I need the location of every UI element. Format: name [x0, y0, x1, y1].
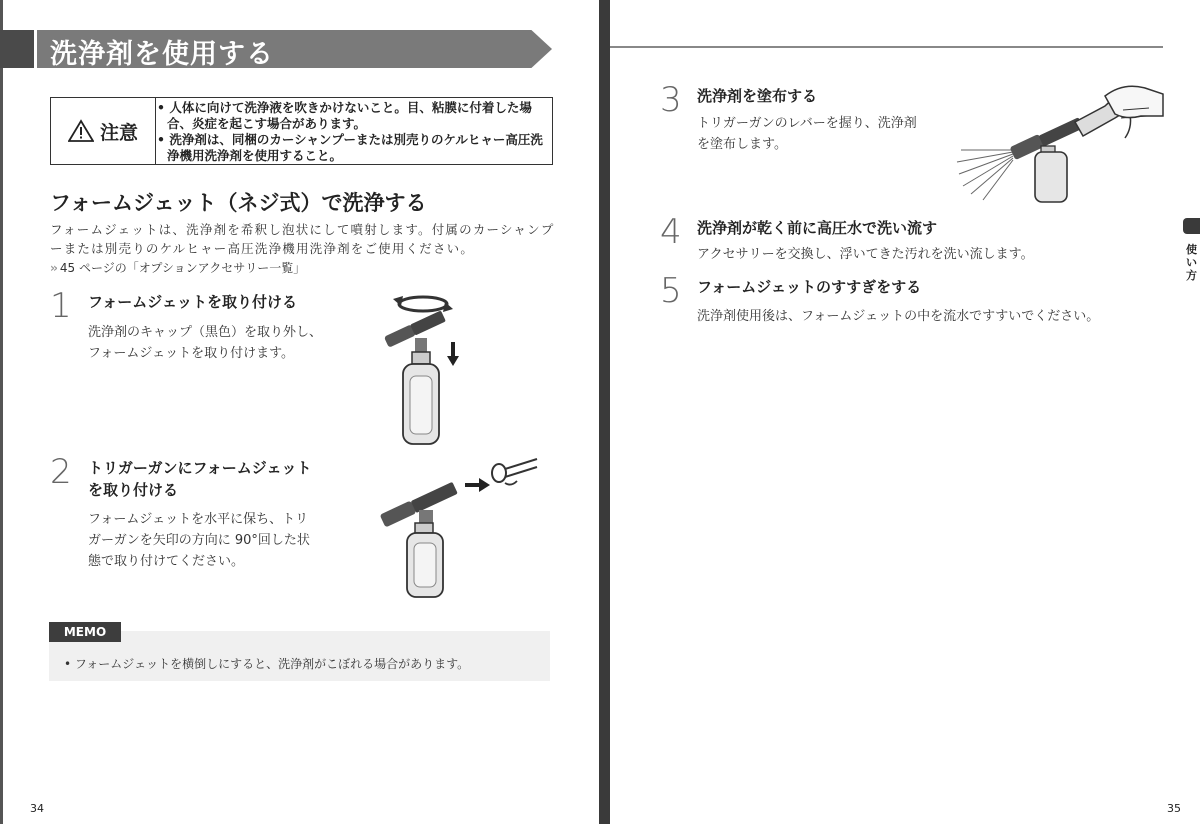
- step-text: トリガーガンのレバーを握り、洗浄剤を塗布します。: [697, 116, 917, 152]
- step-text: フォームジェットを水平に保ち、トリガーガンを矢印の方向に 90°回した状態で取り付けてください。: [88, 512, 310, 569]
- memo-text: • フォームジェットを横倒しにすると、洗浄剤がこぼれる場合があります。: [64, 657, 470, 671]
- page-spine: [599, 0, 610, 824]
- detergent-bottle: [1035, 146, 1067, 202]
- page-number-right: 35: [1167, 802, 1181, 815]
- memo-tag: MEMO: [49, 622, 121, 642]
- caution-label-cell: [51, 98, 156, 164]
- page-reference-text: 45 ページの「オプションアクセサリー一覧」: [59, 261, 306, 275]
- step-number: 3: [660, 80, 682, 120]
- step-title: 洗浄剤を塗布する: [697, 87, 818, 105]
- warning-triangle-icon: [68, 119, 94, 143]
- caution-item-text: 人体に向けて洗浄液を吹きかけないこと。目、粘膜に付着した場合、炎症を起こす場合があります。: [167, 100, 532, 131]
- step-number: 2: [50, 452, 72, 492]
- step-text: 洗浄剤のキャップ（黒色）を取り外し、フォームジェットを取り付けます。: [88, 325, 323, 361]
- header-accent: [0, 30, 34, 68]
- page-title: 洗浄剤を使用する: [50, 39, 274, 70]
- step1-illustration: [375, 290, 475, 450]
- foam-jet-nozzle: [384, 310, 446, 352]
- page-reference[interactable]: [50, 259, 305, 276]
- step-title: 洗浄剤が乾く前に高圧水で洗い流す: [697, 219, 938, 237]
- rotate-arrow-icon: [393, 296, 453, 312]
- double-chevron-icon: ››: [50, 261, 56, 275]
- caution-box: [50, 97, 553, 165]
- step-title: フォームジェットのすすぎをする: [697, 278, 922, 296]
- header-rule-right: [610, 46, 1163, 48]
- step-number: 4: [660, 212, 682, 252]
- step-text: 洗浄剤使用後は、フォームジェットの中を流水ですすいでください。: [697, 309, 1100, 324]
- caution-item: • 洗浄剤は、同梱のカーシャンプーまたは別売りのケルヒャー高圧洗浄機用洗浄剤を使用すること。: [157, 132, 543, 163]
- side-index-label: 使い方: [1186, 243, 1197, 282]
- section-heading: フォームジェット（ネジ式）で洗浄する: [50, 191, 427, 215]
- step-number: 1: [50, 286, 72, 326]
- section-intro: フォームジェットは、洗浄剤を希釈し泡状にして噴射します。付属のカーシャンプーまたは別売りのケルヒャー高圧洗浄機用洗浄剤をご使用ください。: [50, 222, 555, 256]
- caution-items: [157, 100, 548, 164]
- right-arrow-icon: [465, 478, 490, 492]
- spray-lines: [957, 150, 1013, 200]
- down-arrow-icon: [447, 342, 459, 366]
- foam-jet-nozzle: [380, 482, 458, 528]
- caution-item-text: 洗浄剤は、同梱のカーシャンプーまたは別売りのケルヒャー高圧洗浄機用洗浄剤を使用すること。: [167, 132, 543, 163]
- step3-illustration: [955, 82, 1165, 207]
- memo-text-body: フォームジェットを横倒しにすると、洗浄剤がこぼれる場合があります。: [74, 657, 470, 671]
- trigger-gun-end: [492, 459, 537, 485]
- step-number: 5: [660, 271, 682, 311]
- page-number-left: 34: [30, 802, 44, 815]
- detergent-bottle: [407, 523, 443, 597]
- detergent-bottle: [403, 352, 439, 444]
- caution-label: 注意: [99, 121, 138, 144]
- page-left-edge: [0, 0, 3, 824]
- step-title: トリガーガンにフォームジェットを取り付ける: [88, 459, 312, 499]
- step-title: フォームジェットを取り付ける: [88, 293, 297, 311]
- step2-illustration: [375, 455, 540, 605]
- caution-item: • 人体に向けて洗浄液を吹きかけないこと。目、粘膜に付着した場合、炎症を起こす場合があります。: [157, 100, 532, 131]
- step-text: アクセサリーを交換し、浮いてきた汚れを洗い流します。: [697, 247, 1034, 262]
- side-index-tab[interactable]: [1183, 218, 1200, 234]
